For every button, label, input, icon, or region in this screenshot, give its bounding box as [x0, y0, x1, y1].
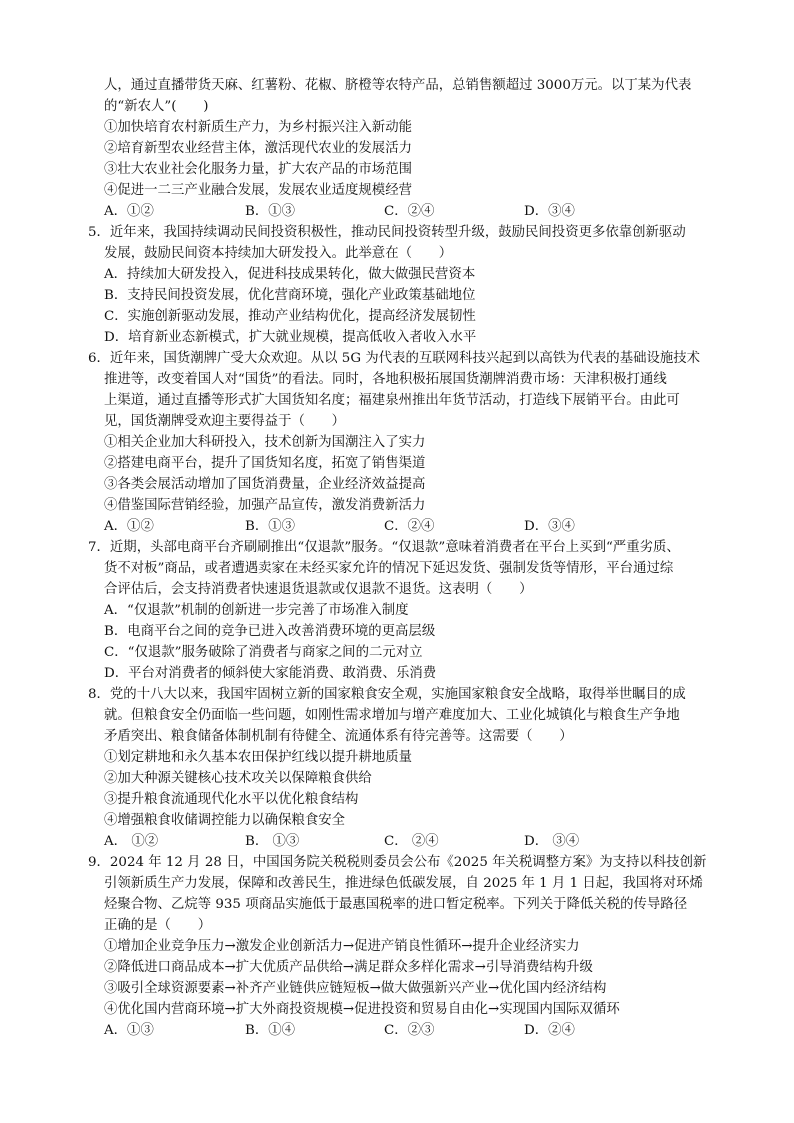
q4-item-4: ④促进一二三产业融合发展，发展农业适度规模经营 [104, 183, 412, 198]
q9-option-a: A．①③ [104, 1023, 154, 1038]
q8-stem-line-3: 矛盾突出、粮食储备体制机制有待健全、流通体系有待完善等。这需要（ ） [104, 729, 573, 744]
q9-item-2: ②降低进口商品成本→扩大优质产品供给→满足群众多样化需求→引导消费结构升级 [104, 960, 593, 975]
q4-option-a: A．①② [104, 204, 154, 219]
q7-stem-line-3: 合评估后，会支持消费者快速退货退款或仅退款不退货。这表明（ ） [104, 582, 533, 597]
q6-item-3: ③各类会展活动增加了国货消费量，企业经济效益提高 [104, 477, 426, 492]
q8-options [104, 831, 704, 852]
q4-stem-line-2: 的“新农人”( ) [104, 99, 209, 114]
q9-item-4: ④优化国内营商环境→扩大外商投资规模→促进投资和贸易自由化→实现国内国际双循环 [104, 1002, 620, 1017]
q7-stem-line-1: 7．近期，头部电商平台齐刷刷推出“仅退款”服务。“仅退款”意味着消费者在平台上买到“严重劣质、 [88, 540, 680, 555]
q4-item-3: ③壮大农业社会化服务力量，扩大农产品的市场范围 [104, 162, 412, 177]
q9-item-3: ③吸引全球资源要素→补齐产业链供应链短板→做大做强新兴产业→优化国内经济结构 [104, 981, 607, 996]
q9-options [104, 1020, 704, 1041]
q5-option-a: A．持续加大研发投入，促进科技成果转化，做大做强民营资本 [104, 267, 476, 282]
q5-option-d: D．培育新业态新模式，扩大就业规模，提高低收入者收入水平 [104, 330, 477, 345]
q8-stem-line-2: 就。但粮食安全仍面临一些问题，如刚性需求增加与增产难度加大、工业化城镇化与粮食生产争地 [104, 708, 680, 723]
q8-option-d: D． ③④ [524, 834, 580, 849]
q7-option-b: B．电商平台之间的竞争已进入改善消费环境的更高层级 [104, 624, 436, 639]
q9-stem-line-3: 烃聚合物、乙烷等 935 项商品实施低于最惠国税率的进口暂定税率。下列关于降低关税的传导路径 [104, 897, 688, 912]
q4-option-d: D．③④ [524, 204, 575, 219]
q6-option-c: C．②④ [384, 519, 435, 534]
q6-item-1: ①相关企业加大科研投入，技术创新为国潮注入了实力 [104, 435, 426, 450]
q8-item-2: ②加大种源关键核心技术攻关以保障粮食供给 [104, 771, 372, 786]
q8-item-1: ①划定耕地和永久基本农田保护红线以提升耕地质量 [104, 750, 412, 765]
q5-option-b: B．支持民间投资发展，优化营商环境，强化产业政策基础地位 [104, 288, 476, 303]
q6-option-a: A．①② [104, 519, 154, 534]
q9-option-b: B．①④ [245, 1023, 296, 1038]
q7-option-a: A．“仅退款”机制的创新进一步完善了市场准入制度 [104, 603, 409, 618]
q4-item-1: ①加快培育农村新质生产力，为乡村振兴注入新动能 [104, 120, 412, 135]
q6-stem-line-1: 6．近年来，国货潮牌广受大众欢迎。从以 5G 为代表的互联网科技兴起到以高铁为代表的基础设施技术 [88, 351, 701, 366]
q6-option-d: D．③④ [524, 519, 575, 534]
q4-option-b: B．①③ [245, 204, 296, 219]
q8-option-b: B． ①③ [245, 834, 300, 849]
q4-options [104, 201, 704, 222]
q5-stem-line-1: 5．近年来，我国持续调动民间投资积极性，推动民间投资转型升级，鼓励民间投资更多依靠创新驱动 [88, 225, 686, 240]
q6-stem-line-3: 上渠道，通过直播等形式扩大国货知名度；福建泉州推出年货节活动，打造线下展销平台。由此可 [104, 393, 680, 408]
q4-stem-line-1: 人，通过直播带货天麻、红薯粉、花椒、脐橙等农特产品，总销售额超过 3000万元。以丁某为代表 [104, 78, 692, 93]
q6-options [104, 516, 704, 537]
q9-stem-line-4: 正确的是（ ） [104, 918, 212, 933]
q8-option-c: C． ②④ [384, 834, 439, 849]
q8-stem-line-1: 8．党的十八大以来，我国牢固树立新的国家粮食安全观，实施国家粮食安全战略，取得举世瞩目的成 [88, 687, 686, 702]
q8-option-a: A． ①② [104, 834, 159, 849]
q5-stem-line-2: 发展，鼓励民间资本持续加大研发投入。此举意在（ ） [104, 246, 453, 261]
q8-item-3: ③提升粮食流通现代化水平以优化粮食结构 [104, 792, 359, 807]
q6-item-4: ④借鉴国际营销经验，加强产品宣传，激发消费新活力 [104, 498, 426, 513]
q8-item-4: ④增强粮食收储调控能力以确保粮食安全 [104, 813, 346, 828]
q5-option-c: C．实施创新驱动发展，推动产业结构优化，提高经济发展韧性 [104, 309, 476, 324]
q9-stem-line-2: 引领新质生产力发展，保障和改善民生，推进绿色低碳发展，自 2025 年 1 月 1 日起，我国将对环烯 [104, 876, 703, 891]
q4-option-c: C．②④ [384, 204, 435, 219]
q9-option-c: C．②③ [384, 1023, 435, 1038]
q9-item-1: ①增加企业竞争压力→激发企业创新活力→促进产销良性循环→提升企业经济实力 [104, 939, 580, 954]
q9-stem-line-1: 9．2024 年 12 月 28 日，中国国务院关税税则委员会公布《2025 年关税调整方案》为支持以科技创新 [88, 855, 707, 870]
q7-option-c: C．“仅退款”服务破除了消费者与商家之间的二元对立 [104, 645, 423, 660]
q6-option-b: B．①③ [245, 519, 296, 534]
q6-item-2: ②搭建电商平台，提升了国货知名度，拓宽了销售渠道 [104, 456, 426, 471]
q6-stem-line-4: 见，国货潮牌受欢迎主要得益于（ ） [104, 414, 346, 429]
q4-item-2: ②培育新型农业经营主体，激活现代农业的发展活力 [104, 141, 412, 156]
q7-option-d: D．平台对消费者的倾斜使大家能消费、敢消费、乐消费 [104, 666, 437, 681]
q9-option-d: D．②④ [524, 1023, 575, 1038]
q6-stem-line-2: 推进等，改变着国人对“国货”的看法。同时，各地积极拓展国货潮牌消费市场：天津积极打通线 [104, 372, 667, 387]
q7-stem-line-2: 货不对板”商品，或者遭遇卖家在未经买家允许的情况下延迟发货、强制发货等情形，平台通过综 [104, 561, 674, 576]
